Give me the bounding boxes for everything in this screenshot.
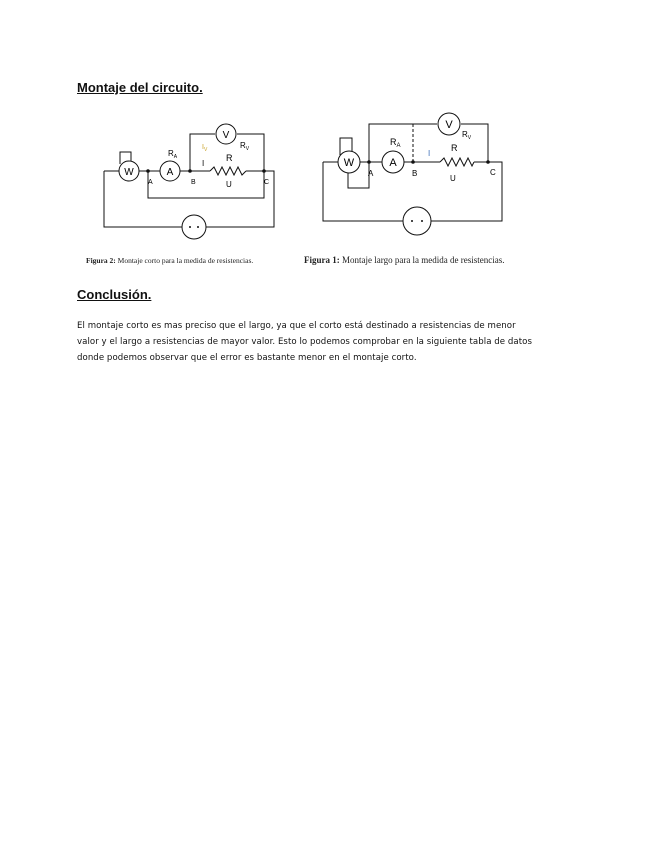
label-rv: $R_V$ [240, 141, 250, 152]
label-rv: $R_V$ [462, 130, 472, 141]
power-source-icon [182, 215, 206, 239]
conclusion-line: valor y el largo a resistencias de mayor valor. Esto lo podemos comprobar en la siguiente tabla de datos [77, 337, 532, 347]
label-u: U [450, 174, 456, 183]
power-source-icon [403, 207, 431, 235]
label-r: R [226, 153, 233, 163]
label-ammeter: A [389, 157, 397, 169]
node-a-label: A [368, 169, 374, 178]
label-ra: $R_A$ [390, 137, 401, 149]
label-i: I [202, 159, 205, 168]
label-r: R [451, 143, 458, 153]
label-ammeter: A [166, 167, 174, 178]
conclusion-line: El montaje corto es mas preciso que el largo, ya que el corto está destinado a resistencias de menor [77, 321, 516, 331]
label-u: U [226, 180, 232, 189]
node-a-label: A [148, 179, 153, 186]
label-w: W [343, 157, 355, 169]
conclusion-line: donde podemos observar que el error es bastante menor en el montaje corto. [77, 353, 417, 363]
figure-short-caption: Figura 2: Montaje corto para la medida de resistencias. [86, 256, 254, 265]
node-c-label: C [264, 179, 270, 186]
node-b-label: B [191, 179, 196, 186]
label-ra: $R_A$ [168, 149, 178, 160]
section-title-montaje: Montaje del circuito. [77, 80, 203, 95]
label-iv: $I_V$ [202, 144, 208, 153]
figure-long-caption: Figura 1: Montaje largo para la medida de resistencias. [304, 255, 505, 265]
circuit-diagram-long [320, 108, 520, 243]
node-c-label: C [490, 168, 496, 177]
node-b-label: B [412, 169, 418, 178]
conclusion-paragraph [77, 318, 577, 366]
circuit-diagram-short [98, 120, 308, 245]
figure-short-circuit [98, 120, 308, 245]
label-w: W [124, 167, 134, 178]
label-voltmeter: V [445, 119, 453, 131]
section-title-conclusion: Conclusión. [77, 287, 152, 302]
figure-long-circuit [320, 108, 520, 243]
label-voltmeter: V [222, 130, 230, 141]
label-i: I [428, 149, 431, 158]
